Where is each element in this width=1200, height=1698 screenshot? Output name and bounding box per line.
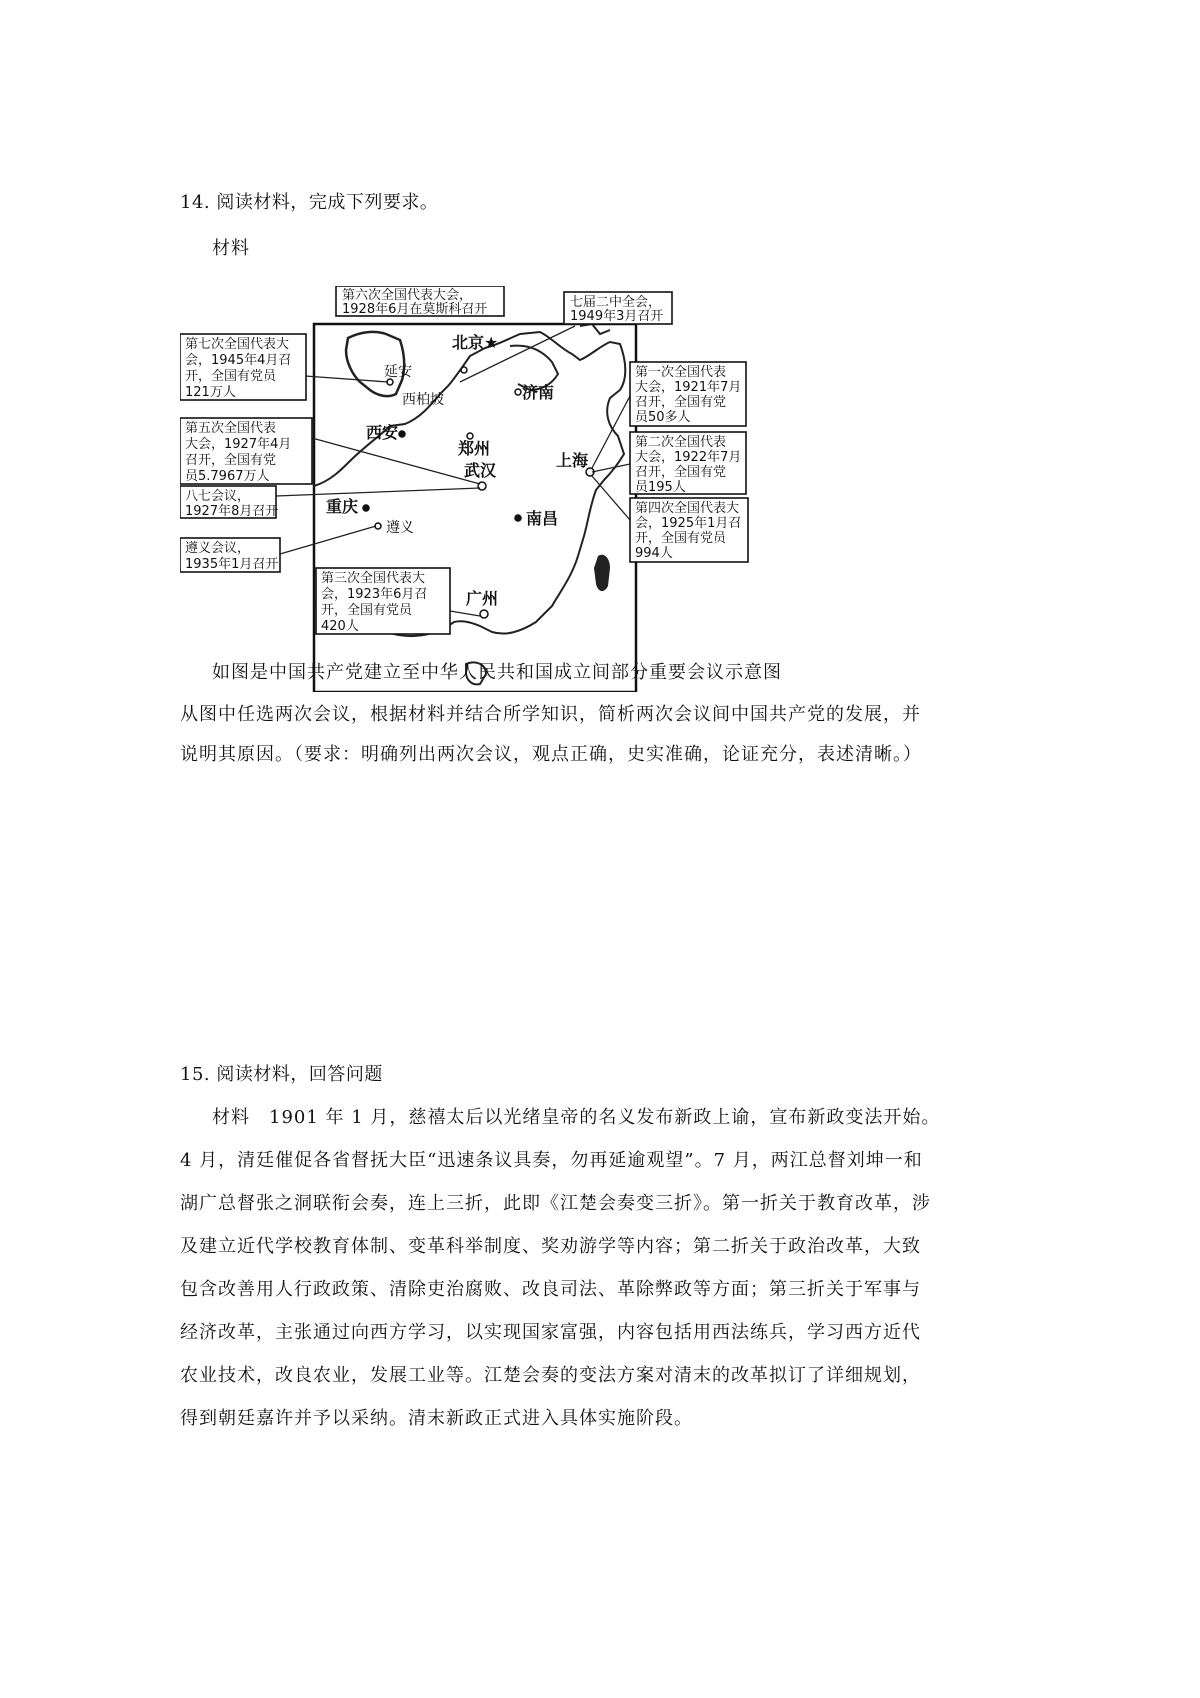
svg-text:大会，1922年7月: 大会，1922年7月 — [635, 450, 742, 465]
svg-text:遵义会议，: 遵义会议， — [185, 541, 251, 556]
q15-line-3: 湖广总督张之洞联衔会奏，连上三折，此即《江楚会奏变三折》。第一折关于教育改革，涉 — [180, 1193, 931, 1214]
q15-line-2: 4 月，清廷催促各省督抚大臣“迅速条议具奏，勿再延逾观望”。7 月，两江总督刘坤一和 — [180, 1150, 923, 1171]
material-label: 材料 — [212, 238, 250, 259]
svg-text:会，1945年4月召: 会，1945年4月召 — [185, 353, 292, 368]
city-jinan: 济南 — [522, 383, 555, 402]
svg-text:第五次全国代表: 第五次全国代表 — [185, 421, 277, 436]
city-chongqing: 重庆 — [326, 497, 359, 516]
q15-line-8: 得到朝廷嘉许并予以采纳。清末新政正式进入具体实施阶段。 — [180, 1408, 693, 1429]
city-xibaipo: 西柏坡 — [402, 392, 444, 408]
callout-sixth — [342, 287, 487, 317]
city-xian: 西安 — [366, 423, 399, 442]
svg-text:召开，全国有党: 召开，全国有党 — [635, 395, 727, 410]
svg-text:1949年3月召开: 1949年3月召开 — [570, 309, 664, 324]
city-yanan: 延安 — [384, 364, 412, 380]
svg-text:第七次全国代表大: 第七次全国代表大 — [185, 337, 290, 352]
svg-text:121万人: 121万人 — [185, 385, 236, 400]
svg-text:第四次全国代表大: 第四次全国代表大 — [635, 501, 740, 516]
question-14-line-2: 说明其原因。（要求：明确列出两次会议，观点正确，史实准确，论证充分，表述清晰。） — [180, 744, 922, 765]
q15-line-1: 材料 1901 年 1 月，慈禧太后以光绪皇帝的名义发布新政上谕，宣布新政变法开始。 — [212, 1107, 941, 1128]
city-beijing: 北京★ — [452, 333, 499, 352]
svg-text:会，1925年1月召: 会，1925年1月召 — [635, 516, 742, 531]
svg-text:员195人: 员195人 — [635, 480, 686, 495]
svg-text:第三次全国代表大: 第三次全国代表大 — [321, 571, 426, 586]
svg-text:员50多人: 员50多人 — [635, 410, 691, 425]
svg-text:会，1923年6月召: 会，1923年6月召 — [321, 587, 428, 602]
q15-line-4: 及建立近代学校教育体制、变革科举制度、奖劝游学等内容；第二折关于政治改革，大致 — [180, 1236, 921, 1257]
question-14-line-1: 从图中任选两次会议，根据材料并结合所学知识，简析两次会议间中国共产党的发展，并 — [180, 704, 921, 725]
svg-text:1927年8月召开: 1927年8月召开 — [185, 504, 279, 519]
city-zhengzhou: 郑州 — [458, 439, 491, 458]
svg-text:1935年1月召开: 1935年1月召开 — [185, 557, 279, 572]
svg-text:开，全国有党员: 开，全国有党员 — [635, 531, 727, 546]
map-caption: 如图是中国共产党建立至中华人民共和国成立间部分重要会议示意图 — [212, 662, 782, 683]
svg-text:召开，全国有党: 召开，全国有党 — [185, 453, 277, 468]
svg-text:八七会议，: 八七会议， — [185, 489, 251, 504]
svg-text:994人: 994人 — [635, 546, 673, 561]
question-15-title: 15. 阅读材料，回答问题 — [180, 1064, 383, 1085]
q15-line-5: 包含改善用人行政政策、清除吏治腐败、改良司法、革除弊政等方面；第三折关于军事与 — [180, 1279, 921, 1300]
svg-text:1928年6月在莫斯科召开: 1928年6月在莫斯科召开 — [342, 302, 488, 317]
q15-line-6: 经济改革，主张通过向西方学习，以实现国家富强，内容包括用西法练兵，学习西方近代 — [180, 1322, 921, 1343]
q15-line-7: 农业技术，改良农业，发展工业等。江楚会奏的变法方案对清末的改革拟订了详细规划， — [180, 1365, 921, 1386]
city-zunyi: 遵义 — [386, 520, 414, 536]
city-guangzhou: 广州 — [466, 589, 499, 608]
city-shanghai: 上海 — [556, 451, 589, 470]
svg-text:开，全国有党员: 开，全国有党员 — [185, 369, 277, 384]
svg-text:第二次全国代表: 第二次全国代表 — [635, 435, 727, 450]
svg-text:七届二中全会，: 七届二中全会， — [570, 295, 662, 310]
svg-text:召开，全国有党: 召开，全国有党 — [635, 465, 727, 480]
svg-text:大会，1927年4月: 大会，1927年4月 — [185, 437, 292, 452]
svg-text:第一次全国代表: 第一次全国代表 — [635, 365, 727, 380]
city-wuhan: 武汉 — [464, 461, 497, 480]
svg-text:420人: 420人 — [321, 619, 359, 634]
svg-text:大会，1921年7月: 大会，1921年7月 — [635, 380, 742, 395]
svg-text:开，全国有党员: 开，全国有党员 — [321, 603, 413, 618]
callout-second-plenary — [570, 294, 663, 324]
city-nanchang: 南昌 — [526, 509, 559, 528]
svg-text:员5.7967万人: 员5.7967万人 — [185, 469, 270, 484]
question-14-title: 14. 阅读材料，完成下列要求。 — [180, 192, 439, 213]
cpc-meetings-map — [180, 286, 820, 692]
svg-text:第六次全国代表大会，: 第六次全国代表大会， — [342, 288, 473, 303]
